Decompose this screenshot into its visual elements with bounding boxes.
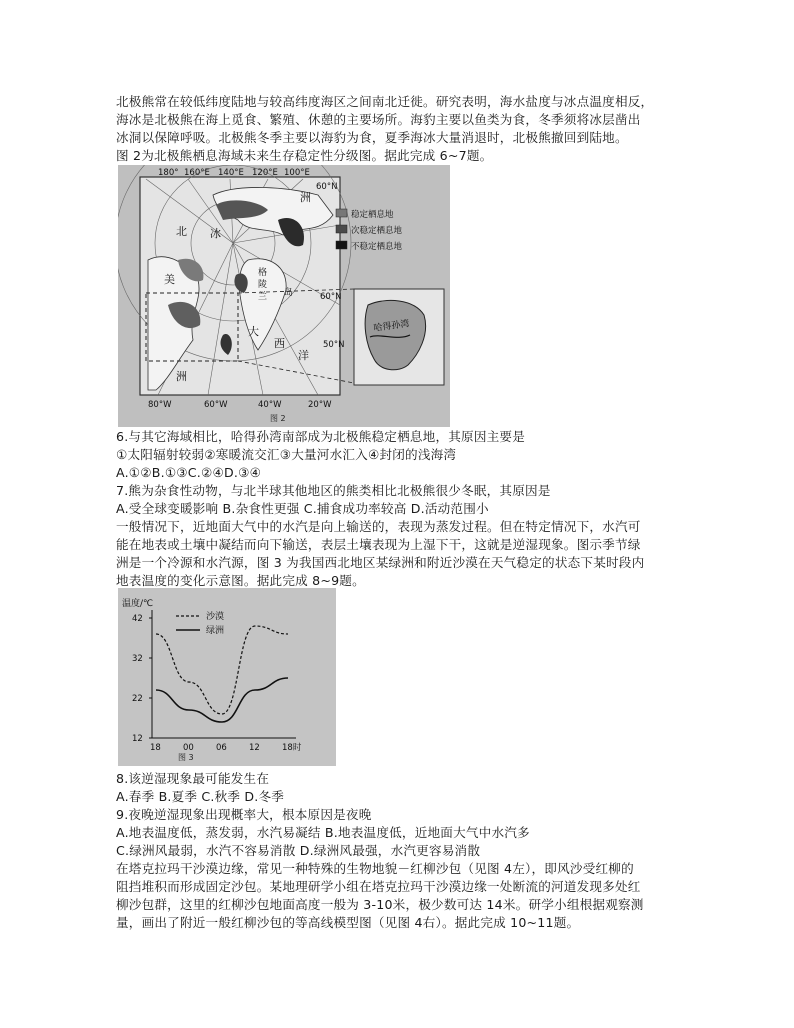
legend-swatch-stable bbox=[336, 209, 347, 217]
q8-options: A.春季 B.夏季 C.秋季 D.冬季 bbox=[116, 789, 285, 804]
region-label: 冰 bbox=[210, 227, 221, 240]
lon-label: 80°W bbox=[148, 400, 172, 410]
hudson-bay-inset bbox=[354, 289, 444, 385]
legend-label-desert: 沙漠 bbox=[206, 612, 225, 622]
x-tick-label: 18时 bbox=[282, 743, 302, 753]
q7-options: A.受全球变暖影响 B.杂食性更强 C.捕食成功率较高 D.活动范围小 bbox=[116, 501, 489, 516]
figure-2-caption: 图 2 bbox=[270, 414, 286, 423]
lon-label: 60°W bbox=[204, 400, 228, 410]
q6-items: ①太阳辐射较弱②寒暖流交汇③大量河水汇入④封闭的浅海湾 bbox=[116, 447, 457, 462]
legend-swatch-secondary bbox=[336, 225, 347, 233]
region-label: 美 bbox=[164, 273, 175, 286]
lat-label: 60°N bbox=[320, 292, 342, 302]
legend-label: 稳定栖息地 bbox=[351, 210, 394, 220]
region-label: 北 bbox=[176, 225, 187, 238]
temperature-chart-svg bbox=[118, 588, 336, 766]
region-label: 大 bbox=[248, 325, 259, 338]
intro3-line-1: 在塔克拉玛干沙漠边缘，常见一种特殊的生物地貌－红柳沙包（见图 4左），即风沙受红柳的 bbox=[116, 861, 634, 876]
inset-label: 哈得孙湾 bbox=[373, 319, 411, 334]
q6-stem: 6.与其它海域相比，哈得孙湾南部成为北极熊稳定栖息地，其原因主要是 bbox=[116, 429, 526, 444]
region-label: 岛 bbox=[284, 288, 294, 298]
legend-label: 次稳定栖息地 bbox=[351, 226, 403, 236]
lon-label: 100°E bbox=[284, 168, 310, 178]
x-tick-label: 18 bbox=[150, 743, 161, 753]
x-tick-label: 06 bbox=[216, 743, 227, 753]
intro1-line-2: 海冰是北极熊在海上觅食、繁殖、休憩的主要场所。海豹主要以鱼类为食，冬季须将冰层凿出 bbox=[116, 112, 641, 127]
lon-label: 160°E bbox=[184, 168, 210, 178]
lon-label: 40°W bbox=[258, 400, 282, 410]
q9-options-1: A.地表温度低，蒸发弱，水汽易凝结 B.地表温度低，近地面大气中水汽多 bbox=[116, 825, 530, 840]
x-tick-label: 12 bbox=[249, 743, 260, 753]
q9-stem: 9.夜晚逆湿现象出现概率大，根本原因是夜晚 bbox=[116, 807, 372, 822]
q8-stem: 8.该逆湿现象最可能发生在 bbox=[116, 771, 270, 786]
q9-options-2: C.绿洲风最弱，水汽不容易消散 D.绿洲风最强，水汽更容易消散 bbox=[116, 843, 481, 858]
lon-label: 140°E bbox=[218, 168, 244, 178]
region-label: 格 bbox=[258, 268, 268, 278]
legend-label: 不稳定栖息地 bbox=[351, 242, 403, 252]
intro2-line-2: 能在地表或土壤中凝结而向下输送，表层土壤表现为上湿下干，这就是逆湿现象。图示季节绿 bbox=[116, 537, 641, 552]
y-tick-label: 12 bbox=[132, 734, 143, 744]
figure-3-temperature-chart bbox=[118, 588, 336, 766]
arctic-map-svg bbox=[118, 165, 450, 427]
lat-label: 50°N bbox=[323, 340, 345, 350]
intro3-line-3: 柳沙包群，这里的红柳沙包地面高度一般为 3-10米，极少数可达 14米。研学小组根据观察测 bbox=[116, 897, 644, 912]
region-label: 洲 bbox=[300, 191, 311, 204]
region-label: 陵 bbox=[258, 280, 268, 290]
intro2-line-4: 地表温度的变化示意图。据此完成 8~9题。 bbox=[116, 573, 365, 588]
lon-label: 120°E bbox=[252, 168, 278, 178]
region-label: 西 bbox=[274, 337, 285, 350]
y-tick-label: 22 bbox=[132, 694, 143, 704]
intro1-line-1: 北极熊常在较低纬度陆地与较高纬度海区之间南北迁徙。研究表明，海水盐度与冰点温度相反， bbox=[116, 94, 654, 109]
y-axis-title: 温度/℃ bbox=[122, 599, 154, 609]
region-label: 洲 bbox=[176, 370, 187, 383]
figure-3-caption: 图 3 bbox=[178, 753, 194, 762]
lon-label: 180° bbox=[158, 168, 179, 178]
intro2-line-3: 洲是一个冷源和水汽源，图 3 为我国西北地区某绿洲和附近沙漠在天气稳定的状态下某时段内 bbox=[116, 555, 645, 570]
lon-label: 20°W bbox=[308, 400, 332, 410]
x-tick-label: 00 bbox=[183, 743, 194, 753]
region-label: 兰 bbox=[258, 292, 268, 302]
intro1-line-3: 冰洞以保障呼吸。北极熊冬季主要以海豹为食，夏季海冰大量消退时，北极熊撤回到陆地。 bbox=[116, 130, 628, 145]
legend-swatch-unstable bbox=[336, 241, 347, 249]
q6-options: A.①②B.①③C.②④D.③④ bbox=[116, 465, 262, 480]
intro2-line-1: 一般情况下，近地面大气中的水汽是向上输送的，表现为蒸发过程。但在特定情况下，水汽可 bbox=[116, 519, 641, 534]
figure-2-arctic-map bbox=[118, 165, 450, 427]
y-tick-label: 42 bbox=[132, 614, 143, 624]
region-label: 洋 bbox=[298, 349, 309, 362]
intro1-line-4: 图 2为北极熊栖息海域未来生存稳定性分级图。据此完成 6~7题。 bbox=[116, 148, 493, 163]
intro3-line-2: 阻挡堆积而形成固定沙包。某地理研学小组在塔克拉玛干沙漠边缘一处断流的河道发现多处红 bbox=[116, 879, 641, 894]
map-legend bbox=[336, 209, 403, 252]
y-tick-label: 32 bbox=[132, 654, 143, 664]
lat-label: 60°N bbox=[316, 182, 338, 192]
intro3-line-4: 量，画出了附近一般红柳沙包的等高线模型图（见图 4右）。据此完成 10~11题。 bbox=[116, 915, 580, 930]
q7-stem: 7.熊为杂食性动物，与北半球其他地区的熊类相比北极熊很少冬眠，其原因是 bbox=[116, 483, 551, 498]
legend-label-oasis: 绿洲 bbox=[206, 626, 225, 636]
